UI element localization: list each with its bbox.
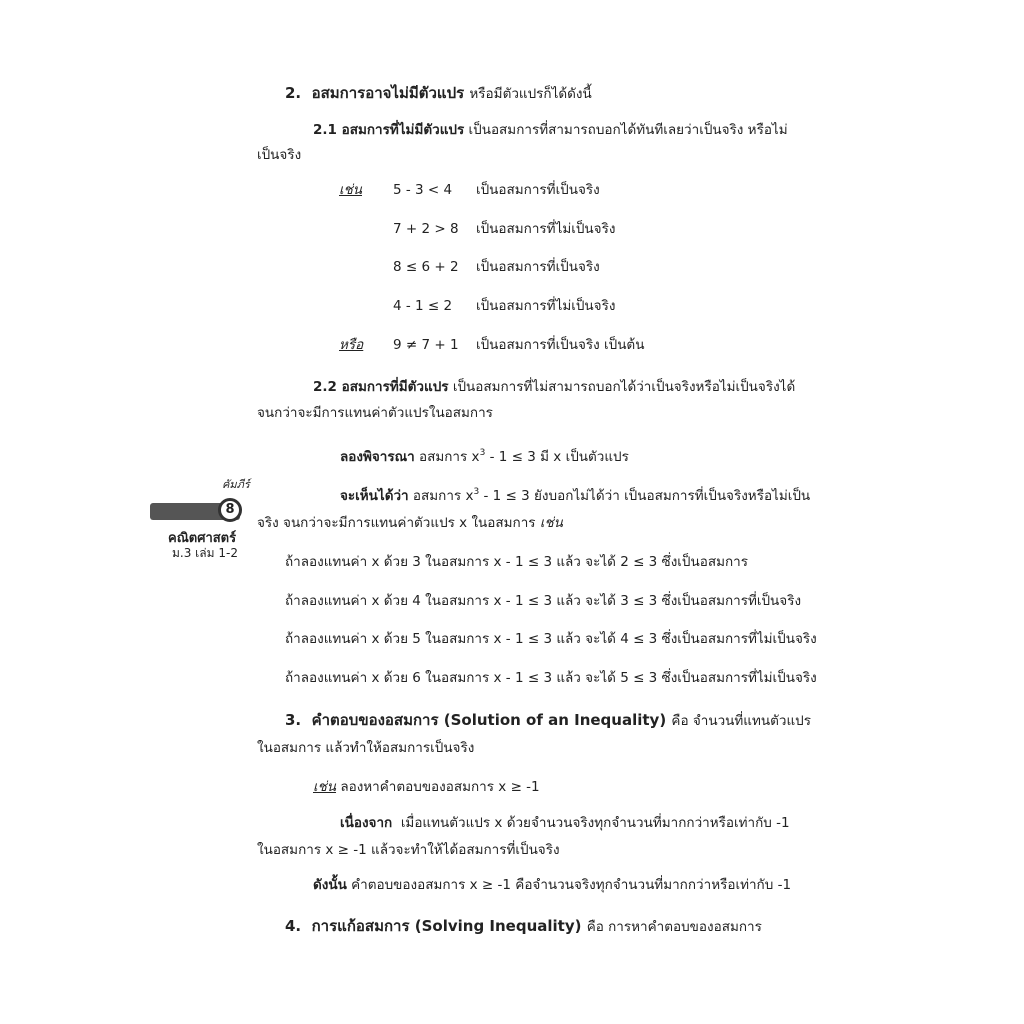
consider-paragraph	[340, 448, 629, 466]
see-label: จะเห็นได้ว่า	[340, 488, 409, 504]
section-2-heading	[285, 84, 592, 103]
section-4-number: 4.	[285, 917, 302, 935]
since-label: เนื่องจาก	[340, 815, 393, 831]
see-paragraph-cont	[257, 514, 563, 532]
section-3-example-text: ลองหาคำตอบของอสมการ x ≥ -1	[340, 779, 540, 795]
section-2-title: อสมการอาจไม่มีตัวแปร	[311, 84, 465, 102]
consider-exponent: 3	[479, 448, 486, 458]
example-expression: 7 + 2 > 8	[393, 221, 459, 237]
since-paragraph	[340, 814, 790, 832]
example-description: เป็นอสมการที่ไม่เป็นจริง	[476, 221, 616, 237]
consider-pre: อสมการ x	[419, 449, 480, 465]
since-cont: ในอสมการ x ≥ -1 แล้วจะทำให้ได้อสมการที่เป็นจริง	[257, 842, 560, 858]
example-mark: หรือ	[339, 337, 364, 353]
section-4-heading	[285, 917, 762, 936]
section-3-rest: คือ จำนวนที่แทนตัวแปร	[671, 713, 811, 729]
section-3-title: คำตอบของอสมการ (Solution of an Inequality)	[311, 711, 667, 729]
example-description: เป็นอสมการที่เป็นจริง	[476, 182, 600, 198]
section-2-rest: หรือมีตัวแปรก็ได้ดังนี้	[469, 86, 592, 102]
see-pre: อสมการ x	[412, 488, 474, 504]
subsection-2-2-cont: จนกว่าจะมีการแทนค่าตัวแปรในอสมการ	[257, 405, 493, 421]
badge-label: คัมภีร์	[222, 478, 250, 491]
therefore-paragraph	[313, 876, 791, 894]
since-text: เมื่อแทนตัวแปร x ด้วยจำนวนจริงทุกจำนวนที่มากกว่าหรือเท่ากับ -1	[400, 815, 790, 831]
example-expression: 5 - 3 < 4	[393, 182, 453, 198]
section-3-cont: ในอสมการ แล้วทำให้อสมการเป็นจริง	[257, 740, 475, 756]
subsection-2-1-text: เป็นอสมการที่สามารถบอกได้ทันทีเลยว่าเป็นจริง หรือไม่	[468, 122, 788, 138]
subsection-2-2-label: 2.2 อสมการที่มีตัวแปร	[313, 379, 449, 395]
badge-grade: ม.3 เล่ม 1-2	[172, 546, 238, 560]
therefore-label: ดังนั้น	[313, 877, 347, 893]
badge-subject: คณิตศาสตร์	[168, 531, 237, 546]
consider-post: - 1 ≤ 3 มี x เป็นตัวแปร	[485, 449, 629, 465]
subsection-2-1-cont: เป็นจริง	[257, 147, 302, 163]
example-description: เป็นอสมการที่ไม่เป็นจริง	[476, 298, 616, 314]
substitution-line: ถ้าลองแทนค่า x ด้วย 4 ในอสมการ x - 1 ≤ 3 แล้ว จะได้ 3 ≤ 3 ซึ่งเป็นอสมการที่เป็นจริง	[285, 593, 802, 609]
subsection-2-1	[313, 121, 788, 139]
section-3-example	[313, 778, 540, 796]
see-exponent: 3	[473, 487, 480, 497]
section-3-heading	[285, 711, 811, 730]
example-expression: 8 ≤ 6 + 2	[393, 259, 459, 275]
section-3-number: 3.	[285, 711, 302, 729]
substitution-line: ถ้าลองแทนค่า x ด้วย 6 ในอสมการ x - 1 ≤ 3 แล้ว จะได้ 5 ≤ 3 ซึ่งเป็นอสมการที่ไม่เป็นจริง	[285, 670, 817, 686]
therefore-text: คำตอบของอสมการ x ≥ -1 คือจำนวนจริงทุกจำนวนที่มากกว่าหรือเท่ากับ -1	[351, 877, 792, 893]
see-post: - 1 ≤ 3 ยังบอกไม่ได้ว่า เป็นอสมการที่เป็นจริงหรือไม่เป็น	[479, 488, 811, 504]
subsection-2-1-label: 2.1 อสมการที่ไม่มีตัวแปร	[313, 122, 465, 138]
consider-label: ลองพิจารณา	[340, 449, 415, 465]
substitution-line: ถ้าลองแทนค่า x ด้วย 3 ในอสมการ x - 1 ≤ 3 แล้ว จะได้ 2 ≤ 3 ซึ่งเป็นอสมการ	[285, 554, 748, 570]
see-paragraph	[340, 487, 810, 505]
section-2-number: 2.	[285, 84, 302, 102]
example-mark: เช่น	[339, 182, 363, 198]
subsection-2-2	[313, 378, 795, 396]
see-cont: จริง จนกว่าจะมีการแทนค่าตัวแปร x ในอสมการ	[257, 515, 536, 531]
example-expression: 9 ≠ 7 + 1	[393, 337, 459, 353]
badge-number: 8	[218, 498, 242, 522]
section-3-example-mark: เช่น	[313, 779, 337, 795]
example-description: เป็นอสมการที่เป็นจริง เป็นต้น	[476, 337, 645, 353]
example-expression: 4 - 1 ≤ 2	[393, 298, 453, 314]
see-cont-italic: เช่น	[539, 515, 563, 531]
section-4-title: การแก้อสมการ (Solving Inequality)	[311, 917, 582, 935]
subsection-2-2-text: เป็นอสมการที่ไม่สามารถบอกได้ว่าเป็นจริงหรือไม่เป็นจริงได้	[452, 379, 796, 395]
substitution-line: ถ้าลองแทนค่า x ด้วย 5 ในอสมการ x - 1 ≤ 3 แล้ว จะได้ 4 ≤ 3 ซึ่งเป็นอสมการที่ไม่เป็นจริง	[285, 631, 817, 647]
example-description: เป็นอสมการที่เป็นจริง	[476, 259, 600, 275]
section-4-rest: คือ การหาคำตอบของอสมการ	[586, 919, 762, 935]
